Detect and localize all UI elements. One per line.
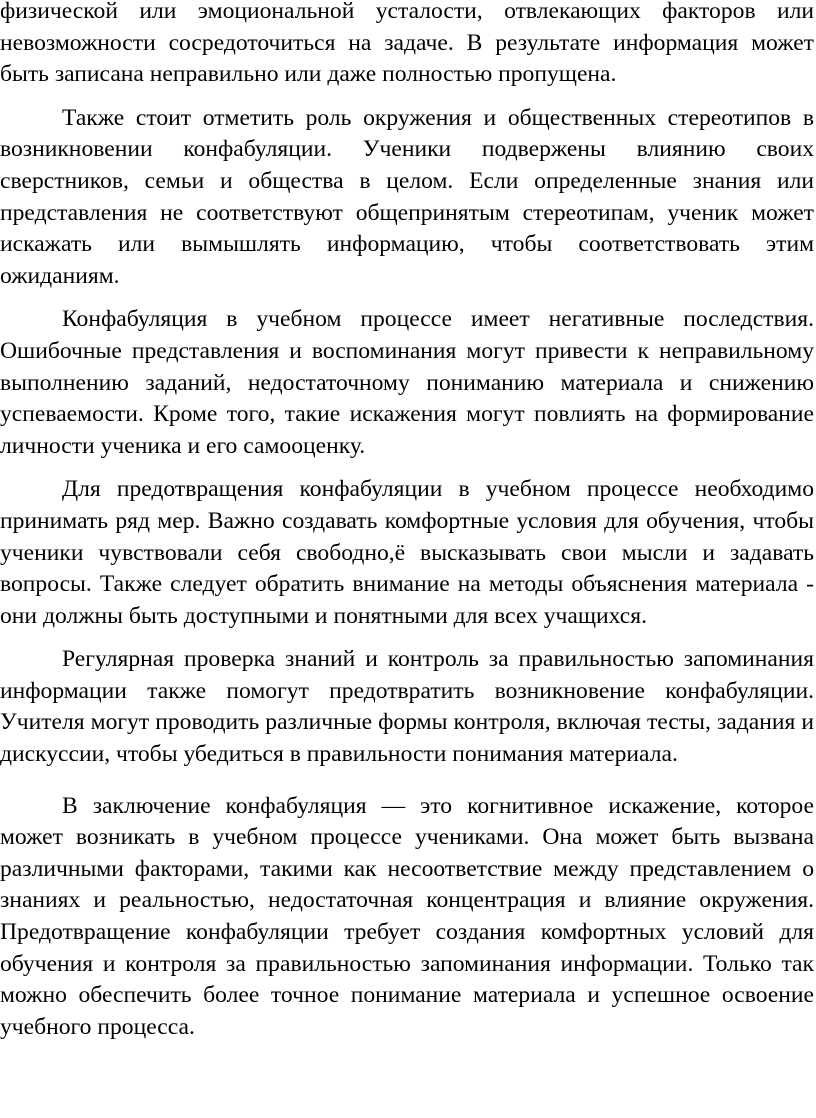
paragraph-prevention: Для предотвращения конфабуляции в учебном процессе необходимо принимать ряд мер. Важно создавать комфортные условия для обучения, чтобы ученики чувствовали себя свободно,ё высказывать свои мысли и задавать вопросы. Также следует обратить внимание на методы объяснения материала - они должны быть доступными и понятными для всех учащихся. (0, 476, 814, 629)
paragraph-continuation: физической или эмоциональной усталости, отвлекающих факторов или невозможности сосредоточиться на задаче. В результате информация может быть записана неправильно или даже полностью пропущена. (0, 0, 814, 88)
paragraph-knowledge-check: Регулярная проверка знаний и контроль за правильностью запоминания информации также помогут предотвратить возникновение конфабуляции. Учителя могут проводить различные формы контроля, включая тесты, задания и дискуссии, чтобы убедиться в правильности понимания материала. (0, 646, 814, 768)
paragraph-stereotypes: Также стоит отметить роль окружения и общественных стереотипов в возникновении конфабуляции. Ученики подвержены влиянию своих сверстников, семьи и общества в целом. Если определенные знания или представления не соответствуют общепринятым стереотипам, ученик может искажать или вымышлять информацию, чтобы соответствовать этим ожиданиям. (0, 104, 814, 289)
paragraph-conclusion: В заключение конфабуляция — это когнитивное искажение, которое может возникать в учебном процессе учениками. Она может быть вызвана различными факторами, такими как несоответствие между представлением о знаниях и реальностью, недостаточная концентрация и влияние окружения. Предотвращение конфабуляции требует создания комфортных условий для обучения и контроля за правильностью запоминания информации. Только так можно обеспечить более точное понимание материала и успешное освоение учебного процесса. (0, 792, 814, 1040)
paragraph-consequences: Конфабуляция в учебном процессе имеет негативные последствия. Ошибочные представления и воспоминания могут привести к неправильному выполнению заданий, недостаточному пониманию материала и снижению успеваемости. Кроме того, такие искажения могут повлиять на формирование личности ученика и его самооценку. (0, 306, 814, 459)
